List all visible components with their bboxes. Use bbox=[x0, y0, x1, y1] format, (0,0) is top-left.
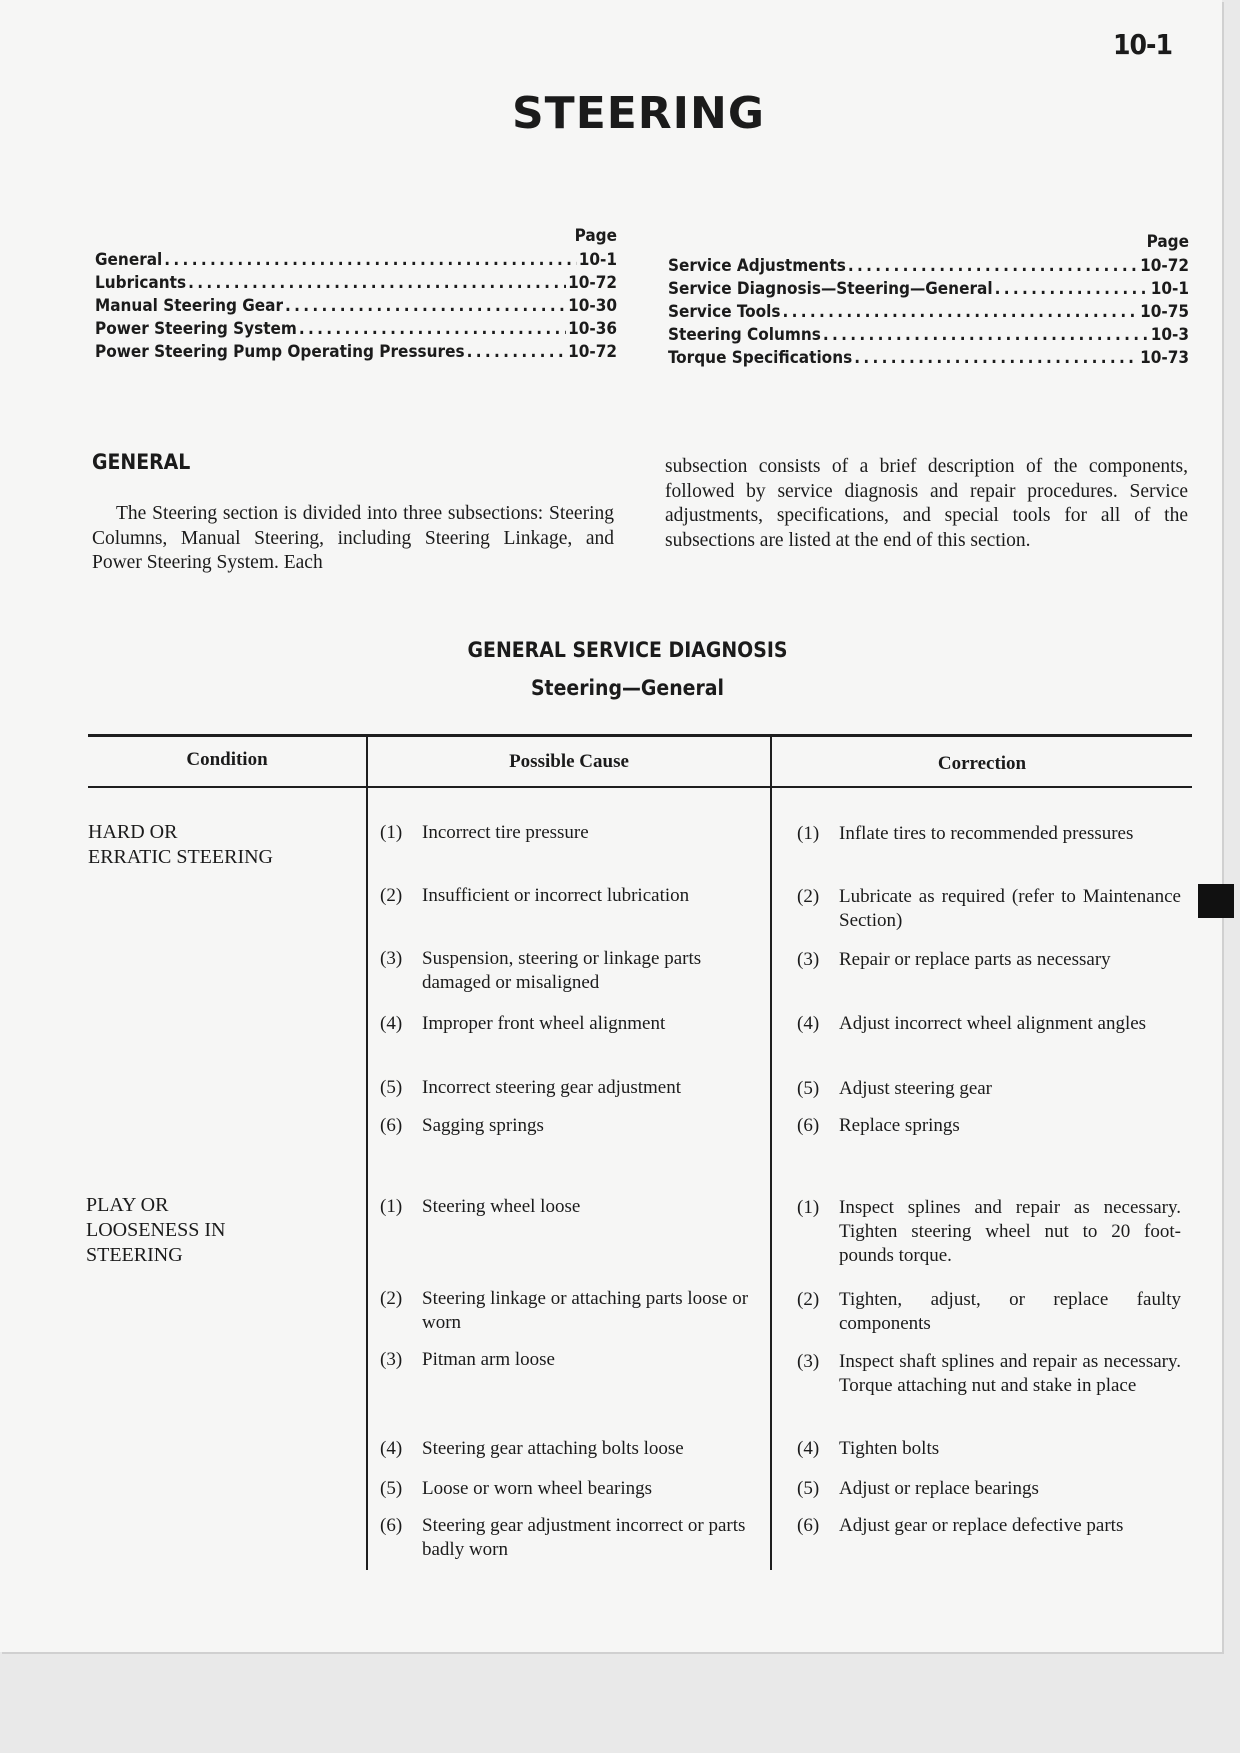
toc-entry: Service Diagnosis—Steering—General . . . 10-1 bbox=[668, 279, 1189, 302]
cause-item: (1) Steering wheel loose bbox=[380, 1196, 581, 1217]
table-divider-1 bbox=[366, 735, 368, 1570]
cause-item: (6) Sagging springs bbox=[380, 1115, 544, 1136]
cause-item: (4) Improper front wheel alignment bbox=[380, 1013, 666, 1034]
diagnosis-subtitle: Steering—General bbox=[530, 676, 725, 700]
cause-item: (2) Insufficient or incorrect lubrication bbox=[380, 885, 690, 906]
cause-item: (5) Incorrect steering gear adjustment bbox=[380, 1077, 682, 1098]
general-paragraph-left: The Steering section is divided into three subsections: Steering Columns, Manual Steering, including Steering Linkage, and Power Steering System. Each bbox=[92, 503, 614, 573]
toc-entry: Manual Steering Gear . . . 10-30 bbox=[95, 296, 617, 319]
cause-item: (3) Pitman arm loose bbox=[380, 1349, 555, 1370]
correction-item: (3) Inspect shaft splines and repair as necessary. Torque attaching nut and stake in place bbox=[797, 1351, 1181, 1396]
header-condition: Condition bbox=[186, 749, 268, 770]
toc-entry: General . . . 10-1 bbox=[95, 250, 617, 273]
table-divider-2 bbox=[770, 735, 772, 1570]
correction-item: (2) Lubricate as required (refer to Maintenance Section) bbox=[797, 886, 1181, 931]
cause-item: (6) Steering gear adjustment incorrect or parts badly worn bbox=[380, 1515, 746, 1560]
section-tab-marker bbox=[1198, 884, 1234, 918]
correction-item: (5) Adjust steering gear bbox=[797, 1078, 993, 1099]
correction-item: (6) Adjust gear or replace defective parts bbox=[797, 1515, 1124, 1536]
section-heading: GENERAL bbox=[92, 450, 191, 474]
diagnosis-title: GENERAL SERVICE DIAGNOSIS bbox=[467, 638, 788, 662]
toc-left bbox=[95, 226, 617, 365]
correction-item: (4) Adjust incorrect wheel alignment angles bbox=[797, 1013, 1147, 1034]
toc-page-header: Page bbox=[1146, 232, 1189, 252]
correction-item: (3) Repair or replace parts as necessary bbox=[797, 949, 1111, 970]
cause-item: (3) Suspension, steering or linkage parts damaged or misaligned bbox=[380, 948, 702, 993]
toc-right bbox=[668, 232, 1189, 371]
page-title: STEERING bbox=[511, 88, 765, 139]
correction-item: (5) Adjust or replace bearings bbox=[797, 1478, 1039, 1499]
correction-item: (6) Replace springs bbox=[797, 1115, 960, 1136]
cause-item: (4) Steering gear attaching bolts loose bbox=[380, 1438, 684, 1459]
toc-entry: Lubricants . . . 10-72 bbox=[95, 273, 617, 296]
correction-item: (1) Inflate tires to recommended pressures bbox=[797, 823, 1134, 844]
correction-item: (1) Inspect splines and repair as necessary. Tighten steering wheel nut to 20 foot-pounds torque. bbox=[797, 1197, 1181, 1266]
toc-entry: Power Steering System . . . 10-36 bbox=[95, 319, 617, 342]
general-paragraph-right: subsection consists of a brief description of the components, followed by service diagnosis and repair procedures. Service adjustments, specifications, and special tools for all of the subsections are listed at the end of this section. bbox=[665, 456, 1188, 551]
correction-item: (2) Tighten, adjust, or replace faulty components bbox=[797, 1289, 1181, 1334]
table-header-rule bbox=[88, 786, 1192, 788]
table-top-rule bbox=[88, 734, 1192, 737]
page-number: 10-1 bbox=[1112, 28, 1172, 61]
header-correction: Correction bbox=[937, 753, 1027, 774]
header-possible-cause: Possible Cause bbox=[509, 751, 629, 772]
cause-item: (1) Incorrect tire pressure bbox=[380, 822, 589, 843]
toc-entry: Power Steering Pump Operating Pressures . . . 10-72 bbox=[95, 342, 617, 365]
toc-entry: Service Adjustments . . . 10-72 bbox=[668, 256, 1189, 279]
toc-page-header: Page bbox=[574, 226, 617, 246]
toc-entry: Steering Columns . . . 10-3 bbox=[668, 325, 1189, 348]
condition-name: PLAY OR LOOSENESS IN STEERING bbox=[86, 1194, 226, 1266]
toc-entry: Service Tools . . . 10-75 bbox=[668, 302, 1189, 325]
cause-item: (5) Loose or worn wheel bearings bbox=[380, 1478, 653, 1499]
cause-item: (2) Steering linkage or attaching parts loose or worn bbox=[380, 1288, 749, 1333]
toc-entry: Torque Specifications . . . 10-73 bbox=[668, 348, 1189, 371]
condition-name: HARD OR ERRATIC STEERING bbox=[88, 821, 273, 868]
correction-item: (4) Tighten bolts bbox=[797, 1438, 940, 1459]
